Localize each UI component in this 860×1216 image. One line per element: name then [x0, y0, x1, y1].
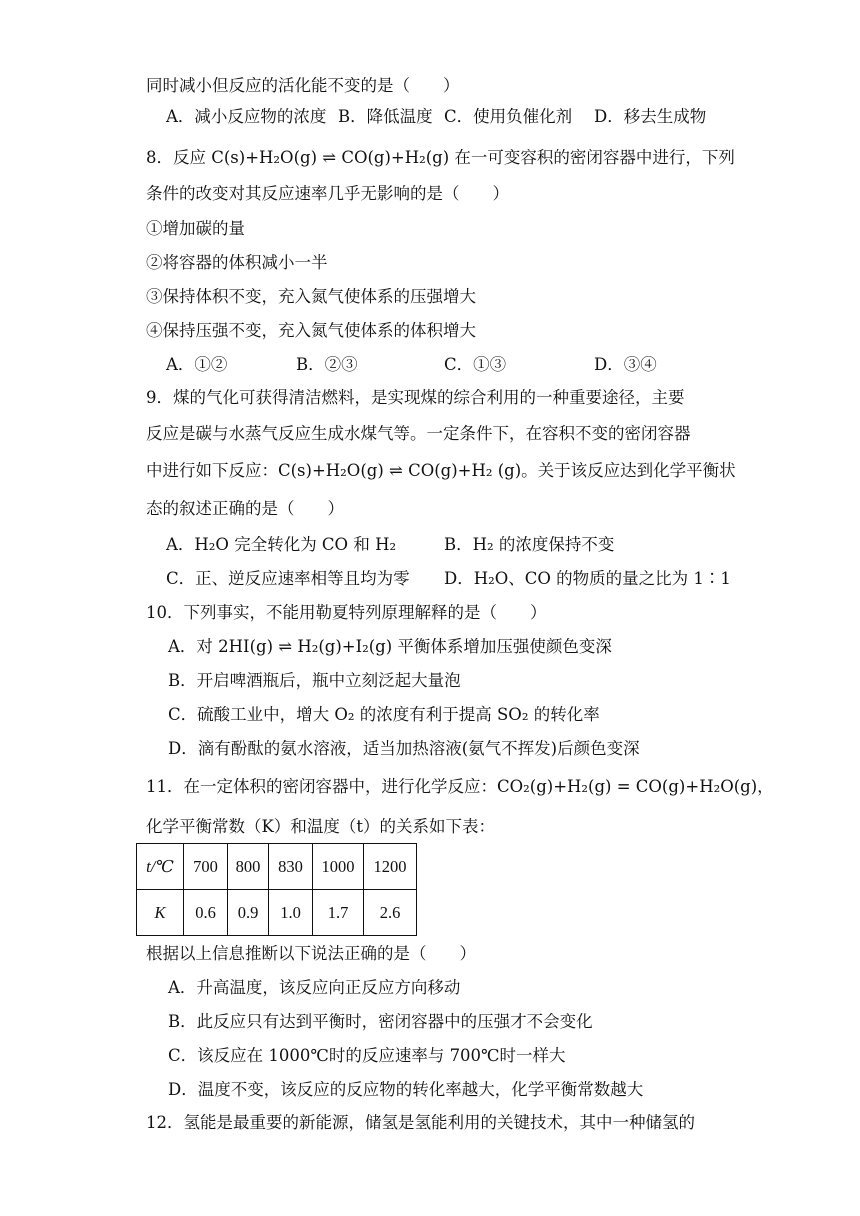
q11-option-c: C．该反应在 1000℃时的反应速率与 700℃时一样大 — [168, 1046, 566, 1065]
table-row-k — [137, 890, 417, 936]
q7-option-a: A．减小反应物的浓度 — [166, 107, 327, 126]
q8-option-c: C．①③ — [444, 355, 507, 374]
table-row-temperature — [137, 844, 417, 890]
table-cell: 0.9 — [228, 890, 269, 936]
q9-option-a: A．H₂O 完全转化为 CO 和 H₂ — [166, 535, 397, 554]
q8-stem-line2: 条件的改变对其反应速率几乎无影响的是（ ） — [146, 184, 509, 203]
q9-option-d: D．H₂O、CO 的物质的量之比为 1∶1 — [444, 569, 731, 588]
q9-stem-line4: 态的叙述正确的是（ ） — [146, 499, 344, 518]
q8-stem-line1: 8．反应 C(s)+H₂O(g) ⇌ CO(g)+H₂(g) 在一可变容积的密闭容器中进行，下列 — [146, 148, 735, 167]
q10-option-b: B．开启啤酒瓶后，瓶中立刻泛起大量泡 — [168, 671, 461, 690]
table-cell: 700 — [184, 844, 228, 890]
q8-option-b: B．②③ — [296, 355, 358, 374]
q8-statement-2: ②将容器的体积减小一半 — [146, 253, 328, 272]
q10-option-c: C．硫酸工业中，增大 O₂ 的浓度有利于提高 SO₂ 的转化率 — [168, 705, 600, 724]
table-cell: 0.6 — [184, 890, 228, 936]
q7-option-d: D．移去生成物 — [594, 107, 707, 126]
table-header-k: K — [137, 890, 184, 936]
table-cell: 1000 — [313, 844, 364, 890]
q11-option-d: D．温度不变，该反应的反应物的转化率越大，化学平衡常数越大 — [168, 1080, 644, 1099]
q11-question: 根据以上信息推断以下说法正确的是（ ） — [146, 944, 476, 963]
q11-option-b: B．此反应只有达到平衡时，密闭容器中的压强才不会变化 — [168, 1012, 593, 1031]
q7-stem-tail: 同时减小但反应的活化能不变的是（ ） — [146, 76, 460, 95]
q8-statement-3: ③保持体积不变，充入氮气使体系的压强增大 — [146, 287, 476, 306]
table-header-temperature: t/℃ — [137, 844, 184, 890]
q12-stem-line1: 12．氢能是最重要的新能源，储氢是氢能利用的关键技术，其中一种储氢的 — [146, 1113, 695, 1132]
q8-option-d: D．③④ — [594, 355, 657, 374]
q8-statement-1: ①增加碳的量 — [146, 219, 245, 238]
q10-stem: 10．下列事实，不能用勒夏特列原理解释的是（ ） — [146, 603, 547, 622]
q9-option-c: C．正、逆反应速率相等且均为零 — [166, 569, 410, 588]
table-cell: 1.7 — [313, 890, 364, 936]
q9-stem-line1: 9．煤的气化可获得清洁燃料，是实现煤的综合利用的一种重要途径，主要 — [146, 388, 685, 407]
q11-stem-line2: 化学平衡常数（K）和温度（t）的关系如下表： — [146, 817, 495, 836]
table-cell: 830 — [269, 844, 313, 890]
q10-option-a: A．对 2HI(g) ⇌ H₂(g)+I₂(g) 平衡体系增加压强使颜色变深 — [168, 637, 612, 656]
q7-option-b: B．降低温度 — [338, 107, 433, 126]
table-cell: 800 — [228, 844, 269, 890]
q9-stem-line2: 反应是碳与水蒸气反应生成水煤气等。一定条件下，在容积不变的密闭容器 — [146, 424, 691, 443]
q8-statement-4: ④保持压强不变，充入氮气使体系的体积增大 — [146, 321, 476, 340]
q11-stem-line1: 11．在一定体积的密闭容器中，进行化学反应：CO₂(g)+H₂(g) = CO(g)+H₂O(g)， — [146, 777, 774, 796]
q9-stem-line3: 中进行如下反应：C(s)+H₂O(g) ⇌ CO(g)+H₂ (g)。关于该反应达到化学平衡状 — [146, 461, 736, 480]
equilibrium-constant-table — [136, 843, 417, 936]
table-cell: 1200 — [364, 844, 417, 890]
q7-option-c: C．使用负催化剂 — [444, 107, 573, 126]
q8-option-a: A．①② — [166, 355, 228, 374]
q11-option-a: A．升高温度，该反应向正反应方向移动 — [168, 978, 461, 997]
q9-option-b: B．H₂ 的浓度保持不变 — [444, 535, 615, 554]
table-cell: 2.6 — [364, 890, 417, 936]
q10-option-d: D．滴有酚酞的氨水溶液，适当加热溶液(氨气不挥发)后颜色变深 — [168, 739, 640, 758]
table-cell: 1.0 — [269, 890, 313, 936]
